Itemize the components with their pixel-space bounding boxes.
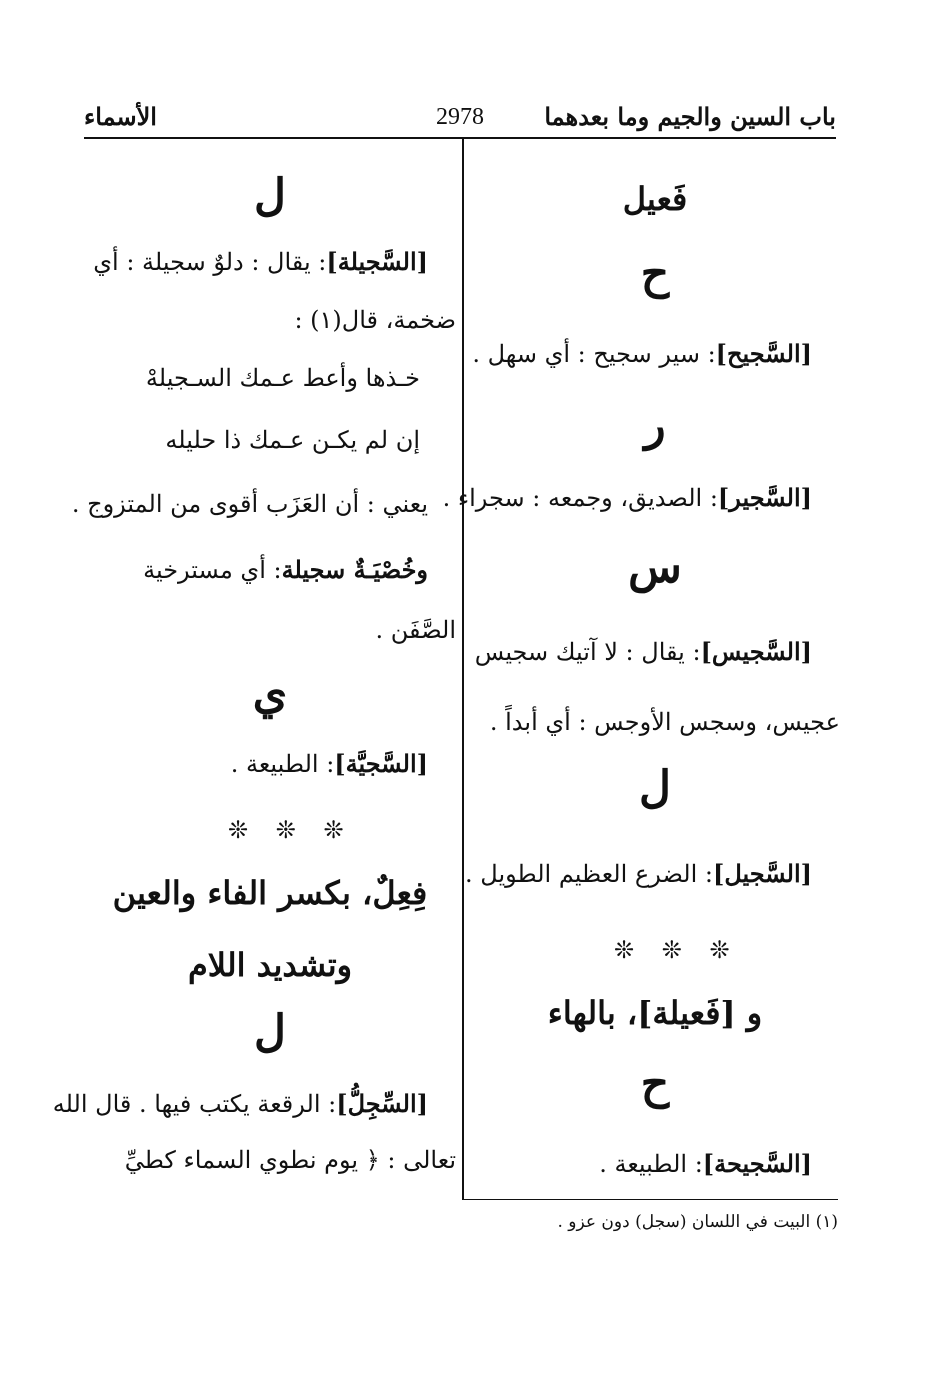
letter-heading: ل bbox=[254, 170, 286, 221]
entry-sajiyya bbox=[231, 750, 428, 779]
entry-sajis bbox=[475, 638, 812, 667]
entry-headword: [السَّجيلة] bbox=[326, 247, 428, 276]
entry-sijill bbox=[53, 1090, 428, 1119]
entry-headword: [السَّجيحة] bbox=[702, 1149, 812, 1178]
letter-heading: ي bbox=[252, 668, 288, 719]
text-line: الصَّفَن . bbox=[375, 616, 456, 644]
page-header bbox=[84, 98, 836, 138]
entry-definition: : الضرع العظيم الطويل . bbox=[465, 860, 713, 888]
column-divider bbox=[462, 139, 464, 1199]
entry-headword: [السَّجير] bbox=[717, 483, 812, 512]
entry-sajila bbox=[93, 248, 428, 277]
header-rule bbox=[84, 137, 836, 139]
heading-fiill: فِعِلٌ، بكسر الفاء والعين bbox=[112, 874, 428, 912]
heading-fiill-cont: وتشديد اللام bbox=[187, 946, 353, 984]
entry-headword: [السَّجيح] bbox=[715, 339, 812, 368]
entry-continuation: تعالى : ﴿ يوم نطوي السماء كطيِّ bbox=[124, 1146, 456, 1174]
entry-headword: [السَّجيَّة] bbox=[334, 749, 428, 778]
entry-definition: : يقال : دلوٌ سجيلة : أي bbox=[93, 248, 327, 276]
section-title: الأسماء bbox=[84, 102, 157, 131]
entry-sajih bbox=[472, 340, 812, 369]
entry-headword: [السَّجيل] bbox=[712, 859, 812, 888]
entry-sajir bbox=[443, 484, 812, 513]
entry-definition: : يقال : لا آتيك سجيس bbox=[474, 638, 701, 666]
heading-pattern: فَعيل bbox=[622, 180, 688, 218]
text-line: يعني : أن العَزَب أقوى من المتزوج . bbox=[71, 490, 428, 518]
verse-line: إن لم يكـن عـمك ذا حليله bbox=[165, 426, 420, 454]
entry-definition: : الطبيعة . bbox=[599, 1150, 703, 1178]
entry-continuation: عجيس، وسجس الأوجس : أي أبداً . bbox=[489, 708, 840, 736]
entry-headword: وخُصْيَـةٌ سجيلة bbox=[281, 555, 428, 584]
letter-heading: ح bbox=[640, 248, 670, 299]
entry-sajiha bbox=[599, 1150, 812, 1179]
verse-line: خـذها وأعط عـمك السـجيلهْ bbox=[145, 364, 420, 392]
letter-heading: ل bbox=[254, 1006, 286, 1057]
entry-definition: : سير سجيح : أي سهل . bbox=[472, 340, 716, 368]
left-column bbox=[52, 140, 456, 1200]
text-line bbox=[143, 556, 428, 585]
section-separator: ❊ ❊ ❊ bbox=[614, 936, 740, 964]
heading-faila: و [فَعيلة]، بالهاء bbox=[547, 994, 763, 1032]
letter-heading: ل bbox=[639, 762, 671, 813]
letter-heading: س bbox=[628, 542, 682, 593]
entry-headword: [السِّجِلُّ] bbox=[336, 1089, 428, 1118]
entry-definition: : أي مسترخية bbox=[143, 556, 282, 584]
entry-definition: : الصديق، وجمعه : سجراء . bbox=[442, 484, 718, 512]
entry-sajil bbox=[465, 860, 812, 889]
chapter-title: باب السين والجيم وما بعدهما bbox=[544, 102, 836, 131]
letter-heading: ح bbox=[640, 1058, 670, 1109]
entry-definition: : الرقعة يكتب فيها . قال الله bbox=[52, 1090, 337, 1118]
entry-headword: [السَّجيس] bbox=[700, 637, 812, 666]
entry-continuation: ضخمة، قال(١) : bbox=[294, 306, 456, 334]
section-separator: ❊ ❊ ❊ bbox=[228, 816, 354, 844]
footnote: (١) البيت في اللسان (سجل) دون عزو . bbox=[557, 1212, 838, 1232]
right-column bbox=[442, 140, 840, 1200]
page-number: 2978 bbox=[436, 104, 484, 130]
entry-definition: : الطبيعة . bbox=[230, 750, 335, 778]
letter-heading: ر bbox=[644, 400, 666, 451]
